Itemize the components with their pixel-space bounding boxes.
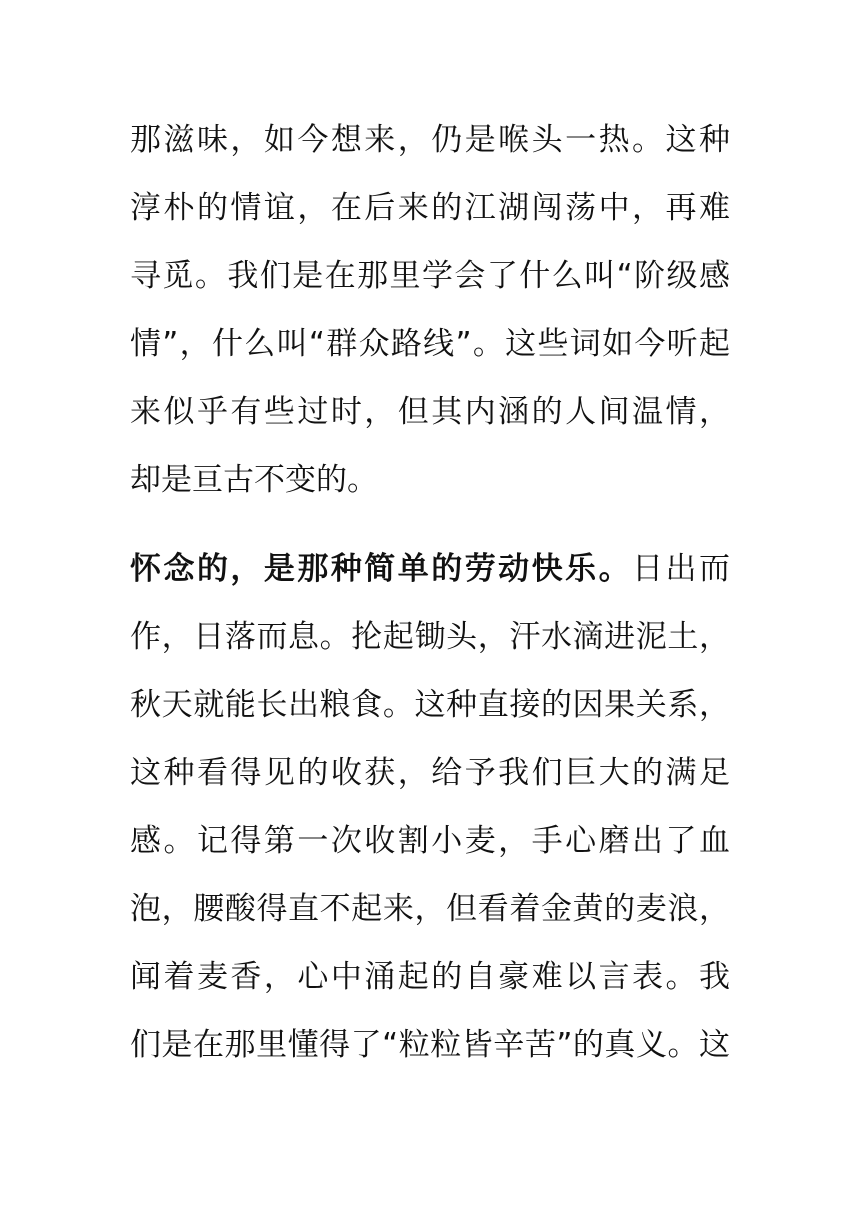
text-line: 却是亘古不变的。 <box>130 462 378 498</box>
text-line: 那滋味，如今想来，仍是喉头一热。这种 <box>130 122 730 158</box>
text-line: 作，日落而息。抡起锄头，汗水滴进泥土， <box>130 619 730 655</box>
text-line: 这种看得见的收获，给予我们巨大的满足 <box>130 755 730 791</box>
text-line: 情”，什么叫“群众路线”。这些词如今听起 <box>130 326 730 362</box>
text-line: 们是在那里懂得了“粒粒皆辛苦”的真义。这 <box>130 1027 730 1063</box>
text-line: 来似乎有些过时，但其内涵的人间温情， <box>130 394 730 430</box>
text-line: 秋天就能长出粮食。这种直接的因果关系， <box>130 687 730 723</box>
text-line: 闻着麦香，心中涌起的自豪难以言表。我 <box>130 959 730 995</box>
text-line: 淳朴的情谊，在后来的江湖闯荡中，再难 <box>130 190 730 226</box>
text-line: 寻觅。我们是在那里学会了什么叫“阶级感 <box>130 258 730 294</box>
text-line: 泡，腰酸得直不起来，但看着金黄的麦浪， <box>130 891 730 927</box>
text-line-first <box>130 545 730 593</box>
bold-lead-text: 怀念的，是那种简单的劳动快乐。 <box>130 551 633 587</box>
text-line: 感。记得第一次收割小麦，手心磨出了血 <box>130 823 730 859</box>
first-line-rest: 日出而 <box>632 551 731 587</box>
